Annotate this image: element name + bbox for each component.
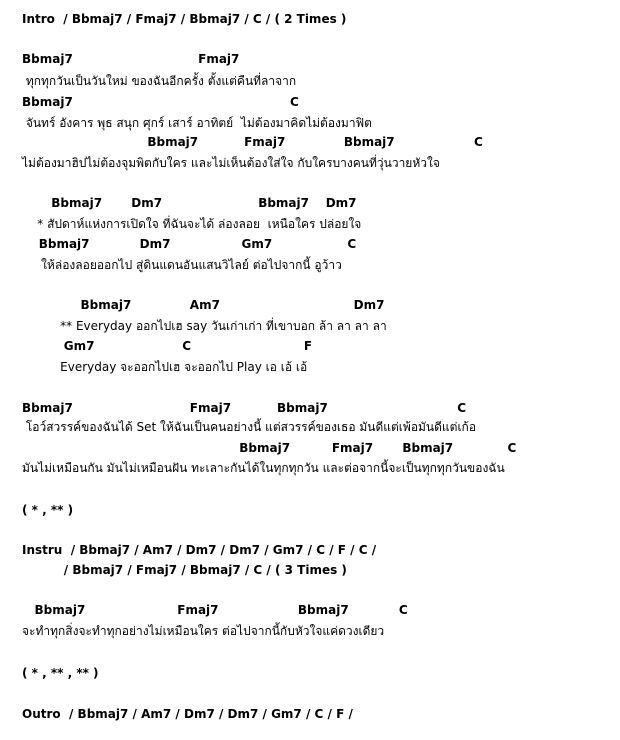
lyric-line: * สัปดาห์แห่งการเปิดใจ ที่ฉันจะได้ ล่องลอย เหนือใคร ปล่อยใจ xyxy=(22,217,362,231)
chord-line: Bbmaj7 Fmaj7 Bbmaj7 C xyxy=(22,135,483,149)
chord-line: Bbmaj7 Fmaj7 xyxy=(22,52,240,66)
lyric-line: โอว์สวรรค์ของฉันได้ Set ให้ฉันเป็นคนอย่างนี้ แต่สวรรค์ของเธอ มันดีแต่เพ้อมันดีแต่เก้อ xyxy=(22,420,477,434)
lyric-line: จันทร์ อังคาร พุธ สนุก ศุกร์ เสาร์ อาทิตย์ ไม่ต้องมาคิดไม่ต้องมาฟิต xyxy=(22,116,372,130)
chord-line: Bbmaj7 Fmaj7 Bbmaj7 C xyxy=(22,441,517,455)
lyric-line: Everyday จะออกไปเฮ จะออกไป Play เอ เอ้ เอ้ xyxy=(22,360,308,374)
instrumental-line: Instru / Bbmaj7 / Am7 / Dm7 / Dm7 / Gm7 / C / F / C / xyxy=(22,543,377,557)
outro-line: Outro / Bbmaj7 / Am7 / Dm7 / Dm7 / Gm7 / C / F / xyxy=(22,707,353,721)
instrumental-line: / Bbmaj7 / Fmaj7 / Bbmaj7 / C / ( 3 Times ) xyxy=(22,563,347,577)
chord-line: Bbmaj7 Am7 Dm7 xyxy=(22,298,385,312)
chord-line: Bbmaj7 Fmaj7 Bbmaj7 C xyxy=(22,401,467,415)
repeat-marker: ( * , ** ) xyxy=(22,503,74,517)
lyric-line: มันไม่เหมือนกัน มันไม่เหมือนฝัน ทะเลาะกันได้ในทุกทุกวัน และต่อจากนี้จะเป็นทุกทุกวันของฉัน xyxy=(22,461,505,475)
chord-line: Gm7 C F xyxy=(22,339,313,353)
intro-line: Intro / Bbmaj7 / Fmaj7 / Bbmaj7 / C / ( 2 Times ) xyxy=(22,12,347,26)
chord-line: Bbmaj7 Dm7 Gm7 C xyxy=(22,237,357,251)
repeat-marker: ( * , ** , ** ) xyxy=(22,666,99,680)
chord-line: Bbmaj7 Fmaj7 Bbmaj7 C xyxy=(22,603,408,617)
lyric-line: ให้ล่องลอยออกไป สู่ดินแดนอันแสนวิไลย์ ต่อไปจากนี้ อูว้าว xyxy=(22,258,342,272)
chord-line: Bbmaj7 C xyxy=(22,95,299,109)
lyric-line: จะทำทุกสิ่งจะทำทุกอย่างไม่เหมือนใคร ต่อไปจากนี้กับหัวใจแค่ดวงเดียว xyxy=(22,624,385,638)
lyric-line: ** Everyday ออกไปเฮ say วันเก่าเก่า ที่เขาบอก ล้า ลา ลา ลา xyxy=(22,319,387,333)
chord-line: Bbmaj7 Dm7 Bbmaj7 Dm7 xyxy=(22,196,357,210)
lyric-line: ทุกทุกวันเป็นวันใหม่ ของฉันอีกครั้ง ตั้งแต่คืนที่ลาจาก xyxy=(22,74,297,88)
lyric-line: ไม่ต้องมาฮิปไม่ต้องจุมพิตกับใคร และไม่เห็นต้องใส่ใจ กับใครบางคนที่วุ่นวายหัวใจ xyxy=(22,156,440,170)
